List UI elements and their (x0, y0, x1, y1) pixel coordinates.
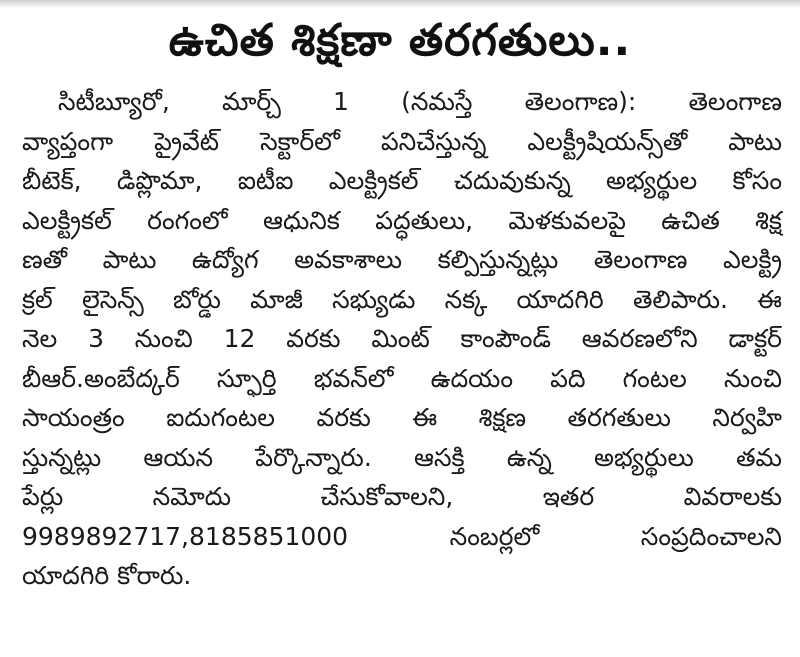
body-line: వ్యాప్తంగా ప్రైవేట్ సెక్టార్‌లో పనిచేస్తున్న ఎలక్ట్రీషియన్స్‌తో పాటు (22, 126, 782, 156)
body-line: 9989892717,8185851000 నంబర్లలో సంప్రదించాలని (22, 521, 782, 551)
body-line: క్రల్ లైసెన్స్ బోర్డు మాజీ సభ్యుడు నక్క యాదగిరి తెలిపారు. ఈ (22, 284, 782, 314)
body-line: సాయంత్రం ఐదుగంటల వరకు ఈ శిక్షణ తరగతులు నిర్వహి (22, 403, 782, 432)
body-line: బీటెక్, డిప్లొమా, ఐటీఐ ఎలక్ట్రికల్ చదువుకున్న అభ్యర్థుల కోసం (22, 166, 782, 195)
body-line: బీఆర్.అంబేద్కర్ స్ఫూర్తి భవన్‌లో ఉదయం పది గంటల నుంచి (22, 363, 782, 393)
body-line: పేర్లు నమోదు చేసుకోవాలని, ఇతర వివరాలకు (22, 482, 782, 511)
body-line: ణతో పాటు ఉద్యోగ అవకాశాలు కల్పిస్తున్నట్లు తెలంగాణ ఎలక్ట్రి (22, 245, 782, 274)
article-headline: ఉచిత శిక్షణా తరగతులు.. (168, 15, 632, 66)
body-line: నెల 3 నుంచి 12 వరకు మింట్ కాంపౌండ్ ఆవరణలోని డాక్టర్ (22, 324, 782, 353)
body-line: సిటీబ్యూరో, మార్చ్ 1 (నమస్తే తెలంగాణ): తెలంగాణ (58, 87, 782, 116)
body-line: స్తున్నట్లు ఆయన పేర్కొన్నారు. ఆసక్తి ఉన్న అభ్యర్థులు తమ (22, 442, 782, 472)
article-body (22, 82, 782, 596)
body-line: ఎలక్ట్రికల్ రంగంలో ఆధునిక పద్ధతులు, మెళకువలపై ఉచిత శిక్ష (22, 205, 782, 235)
body-line: యాదగిరి కోరారు. (22, 561, 192, 590)
